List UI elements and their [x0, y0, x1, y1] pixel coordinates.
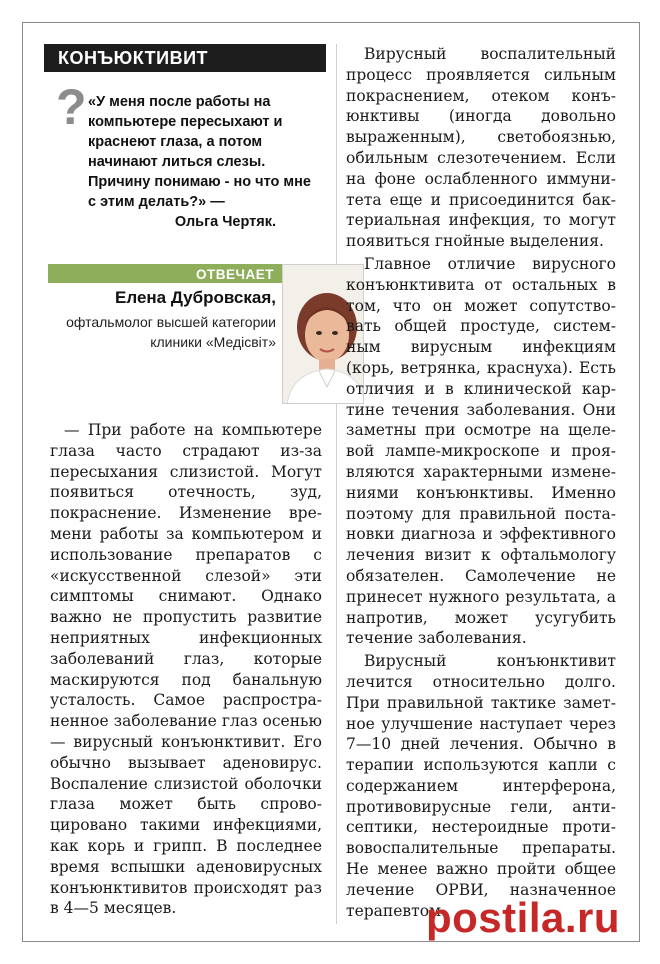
- right-column: [346, 44, 616, 923]
- article-left-column-text: [50, 420, 322, 919]
- column-divider: [336, 44, 337, 924]
- reader-question: [44, 79, 326, 240]
- article-paragraph: Вирусный воспалительный процесс проявляется сильным покраснением, отеком конъюнктивы (иногда довольно выраженным), светобоязнью, обильным слезотечением. Если на фоне ослабленного иммунитета еще и присоединится бактериальная инфекция, то могут появиться гнойные выделения.: [346, 45, 616, 251]
- expert-title: офтальмолог высшей категории клиники «Медісвіт»: [66, 314, 276, 350]
- expert-name: Елена Дубровская,: [115, 288, 276, 307]
- postila-watermark: [420, 880, 650, 952]
- article-paragraph: Вирусный конъюнктивит лечится относительно долго. При правильной тактике заметное улучшение наступает через 7—10 дней лечения. Обычно в терапии используются капли с содержанием интерферона, противовирусные гели, антисептики, нестероидные противовоспалительные препараты. Не менее важно пройти общее лечение ОРВИ, назначенное терапевтом.: [346, 652, 616, 920]
- answer-label-band: [48, 264, 282, 283]
- answer-label: ОТВЕЧАЕТ: [196, 267, 274, 282]
- watermark-text: postila.ru: [426, 894, 621, 941]
- article-paragraph: Главное отличие вирусного конъюнктивита от остальных в том, что он может сопутствовать общей простуде, системным вирусным инфекциям (корь, ветрянка, краснуха). Есть отличия и в клинической картине течения заболевания. Они заметны при осмотре на щелевой лампе-микроскопе и проявляются характерными изменениями конъюнктивы. Именно поэтому для правильной постановки диагноза и эффективного лечения визит к офтальмологу обязателен. Самолечение не принесет нужного результата, а напротив, может усугубить течение заболевания.: [346, 254, 616, 648]
- question-author: Ольга Чертяк.: [174, 214, 276, 230]
- article-paragraph: — При работе на компьютере глаза часто страдают из-за пересыхания слизистой. Могут появиться отечность, зуд, покраснение. Изменение времени работы за компьютером и использование препаратов с «искусственной слезой» эти симптомы снимают. Однако важно не пропустить развитие неприятных инфекционных заболеваний глаз, которые маскируются под банальную усталость. Самое распространенное заболевание глаз осенью — вирусный конъюнктивит. Его обычно вызывает аденовирус. Воспаление слизистой оболочки глаза может быть спровоцировано такими инфекциями, как корь и грипп. В последнее время вспышки аденовирусных конъюнктивитов происходят раз в 4—5 месяцев.: [50, 421, 322, 918]
- rubric-banner: [44, 44, 326, 72]
- left-column: [44, 44, 326, 404]
- question-text-block: [88, 92, 320, 232]
- question-text: «У меня после работы на компьютере пересыхают и краснеют глаза, а потом начинают литься слезы. Причину понимаю - но что мне с этим делать?» —: [88, 94, 311, 210]
- rubric-title: КОНЪЮКТИВИТ: [58, 47, 209, 68]
- expert-box: [44, 264, 326, 404]
- question-mark-icon: ?: [56, 79, 87, 135]
